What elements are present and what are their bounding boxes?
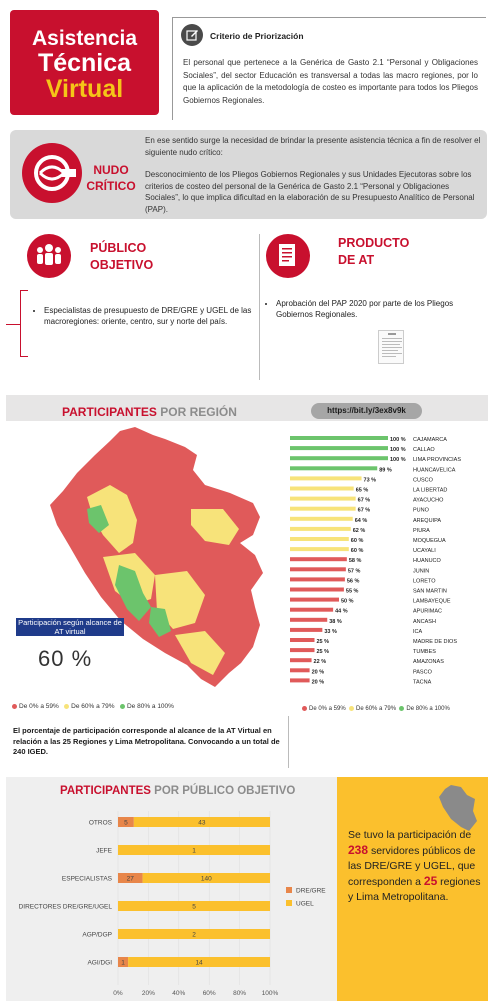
region-value-label: 33 % xyxy=(324,628,337,635)
region-name-label: AYACUCHO xyxy=(413,497,444,504)
criterio-title: Criterio de Priorización xyxy=(210,31,304,41)
region-name-label: LORETO xyxy=(413,578,436,585)
summary-t1: Se tuvo la participación de xyxy=(348,829,472,841)
region-name-label: JUNIN xyxy=(413,568,430,575)
region-bar xyxy=(290,547,349,551)
nudo-body: Desconocimiento de los Pliegos Gobiernos Regionales y sus Unidades Ejecutoras sobre los criterios de costeo del personal de la Genérica de Gasto 2.1 “Personal y Obligaciones Sociales”, lo que implica dificultad en la elaboración de su Presupuesto Analítico de Personal (PAP). xyxy=(145,170,475,214)
title-line-3: Virtual xyxy=(45,75,124,103)
region-value-label: 89 % xyxy=(379,467,392,474)
region-note: El porcentaje de participación corresponde al alcance de la AT Virtual en relación a las 25 Regiones y Lima Metropolitana. Convocando a un total de 240 IGED. xyxy=(13,726,280,756)
summary-t3: regiones y Lima Metropolitana. xyxy=(348,876,481,903)
nudo-label: NUDO CRÍTICO xyxy=(86,163,136,193)
region-value-label: 38 % xyxy=(329,618,342,625)
region-name-label: CALLAO xyxy=(413,447,435,454)
region-value-label: 55 % xyxy=(345,588,359,595)
note-divider xyxy=(288,716,289,768)
x-tick-label: 80% xyxy=(233,990,247,997)
summary-t2: servidores públicos de las DRE/GRE y UGEL, que corresponden a xyxy=(348,845,476,888)
region-name-label: MADRE DE DIOS xyxy=(413,639,458,645)
region-value-label: 62 % xyxy=(352,527,366,534)
region-value-label: 56 % xyxy=(346,578,360,585)
region-name-label: UCAYALI xyxy=(413,548,436,555)
ugel-value-label: 43 xyxy=(198,819,206,827)
title-banner xyxy=(10,10,159,115)
ugel-value-label: 140 xyxy=(200,875,212,883)
region-bar xyxy=(290,567,346,571)
producto-item: • Aprobación del PAP 2020 por parte de los Pliegos Gobiernos Regionales. xyxy=(276,298,488,320)
region-name-label: TUMBES xyxy=(413,649,436,656)
dre-value-label: 5 xyxy=(124,819,128,827)
category-label: AGI/DGI xyxy=(87,959,112,967)
publico-label-l1: PÚBLICO xyxy=(90,241,147,255)
region-bar xyxy=(290,497,356,501)
summary-n1: 238 xyxy=(348,843,369,857)
region-value-label: 100 % xyxy=(390,457,406,464)
legend-label: UGEL xyxy=(296,900,314,908)
x-tick-label: 100% xyxy=(261,990,279,997)
region-bar xyxy=(290,507,356,511)
bar-legend-mid: De 60% a 79% xyxy=(349,706,396,712)
nudo-intro: En ese sentido surge la necesidad de brindar la presente asistencia técnica a fin de resolver el siguiente nudo crítico: xyxy=(145,136,481,157)
legend-high: De 80% a 100% xyxy=(120,703,174,710)
document-icon xyxy=(266,234,310,278)
region-bar xyxy=(290,527,351,531)
region-bar xyxy=(290,456,388,460)
summary-n2: 25 xyxy=(423,874,438,888)
region-value-label: 67 % xyxy=(357,497,371,504)
region-bar xyxy=(290,658,312,662)
region-bar xyxy=(290,668,310,672)
title-line-1: Asistencia xyxy=(31,27,138,50)
region-name-label: SAN MARTIN xyxy=(413,588,447,595)
producto-label-l2: DE AT xyxy=(338,253,375,267)
category-label: JEFE xyxy=(96,847,112,855)
region-name-label: CAJAMARCA xyxy=(413,437,447,443)
region-value-label: 73 % xyxy=(363,477,377,484)
participation-value: 60 % xyxy=(38,646,93,671)
people-icon xyxy=(27,234,71,278)
region-value-label: 100 % xyxy=(390,447,406,454)
category-label: AGP/DGP xyxy=(82,931,112,939)
x-tick-label: 20% xyxy=(141,990,155,997)
legend-swatch xyxy=(286,887,292,893)
publico-chart-title xyxy=(60,785,295,797)
region-bar xyxy=(290,588,344,592)
producto-label-l1: PRODUCTO xyxy=(338,236,410,250)
region-value-label: 60 % xyxy=(350,538,364,544)
category-label: DIRECTORES DRE/GRE/UGEL xyxy=(18,903,112,911)
region-value-label: 60 % xyxy=(350,548,364,555)
region-name-label: PUNO xyxy=(413,507,429,514)
producto-label xyxy=(338,235,409,269)
region-value-label: 50 % xyxy=(341,598,354,605)
region-value-label: 100 % xyxy=(390,437,406,443)
region-value-label: 25 % xyxy=(316,639,330,645)
region-value-label: 20 % xyxy=(311,669,325,676)
x-tick-label: 60% xyxy=(202,990,216,997)
criterio-body: El personal que pertenece a la Genérica de Gasto 2.1 “Personal y Obligaciones Sociales”, del sector Educación es transversal a todas las macro regiones, por lo que la aplicación de la metodología de costeo es importante para todos los Pliegos Gobiernos Regionales. xyxy=(183,58,478,105)
region-name-label: MOQUEGUA xyxy=(413,538,446,544)
region-name-label: TACNA xyxy=(413,679,432,686)
region-bar-chart xyxy=(288,434,478,699)
region-bar xyxy=(290,557,347,561)
edit-icon xyxy=(181,24,203,46)
producto-list xyxy=(266,298,488,320)
publico-bar-chart xyxy=(8,805,338,1000)
region-name-label: AREQUIPA xyxy=(413,517,442,524)
publico-title-gray: POR PÚBLICO OBJETIVO xyxy=(150,785,296,797)
bar-legend-low: De 0% a 59% xyxy=(302,706,346,712)
region-bar xyxy=(290,476,362,480)
participation-label: Participación según alcance de AT virtual xyxy=(16,618,124,636)
legend-label: DRE/GRE xyxy=(296,887,326,895)
region-bar xyxy=(290,517,353,521)
region-name-label: LIMA PROVINCIAS xyxy=(413,457,461,464)
region-name-label: ICA xyxy=(413,628,423,635)
legend-low: De 0% a 59% xyxy=(12,703,59,710)
region-value-label: 44 % xyxy=(335,608,348,615)
region-value-label: 22 % xyxy=(313,659,327,666)
ugel-value-label: 2 xyxy=(192,931,196,939)
bar-legend xyxy=(302,706,450,712)
dre-value-label: 27 xyxy=(126,875,134,883)
publico-label-l2: OBJETIVO xyxy=(90,258,154,272)
region-value-label: 25 % xyxy=(316,649,330,656)
region-bar xyxy=(290,446,388,450)
region-value-label: 67 % xyxy=(357,507,371,514)
region-title-gray: POR REGIÓN xyxy=(156,405,237,419)
knot-icon xyxy=(22,143,82,203)
category-label: OTROS xyxy=(88,819,112,827)
region-name-label: LAMBAYEQUE xyxy=(413,598,451,605)
publico-label xyxy=(90,240,153,274)
publico-title-red: PARTICIPANTES xyxy=(60,785,151,797)
region-bar xyxy=(290,487,354,491)
legend-mid: De 60% a 79% xyxy=(64,703,114,710)
region-bar xyxy=(290,577,345,581)
region-bar xyxy=(290,466,377,470)
region-bar xyxy=(290,678,310,682)
region-name-label: APURIMAC xyxy=(413,608,443,615)
region-bar xyxy=(290,537,349,541)
divider xyxy=(259,234,260,380)
ugel-value-label: 5 xyxy=(192,903,196,911)
region-name-label: CUSCO xyxy=(413,477,433,484)
x-tick-label: 40% xyxy=(172,990,186,997)
region-value-label: 65 % xyxy=(355,487,369,494)
region-bar xyxy=(290,628,322,632)
region-bar xyxy=(290,436,388,440)
ugel-value-label: 1 xyxy=(192,847,196,855)
region-bar xyxy=(290,638,315,642)
publico-list xyxy=(34,305,256,327)
bracket xyxy=(20,290,28,357)
region-value-label: 20 % xyxy=(311,679,325,686)
dre-value-label: 1 xyxy=(121,959,125,967)
summary-text xyxy=(348,828,481,905)
link-pill[interactable]: https://bit.ly/3ex8v9k xyxy=(311,403,422,419)
region-name-label: HUANUCO xyxy=(413,558,441,565)
region-value-label: 58 % xyxy=(348,558,362,565)
region-value-label: 57 % xyxy=(347,568,361,575)
region-value-label: 64 % xyxy=(354,517,368,524)
region-bar xyxy=(290,608,333,612)
region-name-label: AMAZONAS xyxy=(413,659,444,666)
region-name-label: LA LIBERTAD xyxy=(413,487,448,494)
region-title-red: PARTICIPANTES xyxy=(62,405,157,419)
region-name-label: HUANCAVELICA xyxy=(413,467,456,474)
region-name-label: PIURA xyxy=(413,527,430,534)
map-legend xyxy=(12,703,174,710)
legend-swatch xyxy=(286,900,292,906)
region-bar xyxy=(290,598,339,602)
document-thumbnail xyxy=(378,330,404,364)
nudo-text xyxy=(145,135,481,215)
region-title xyxy=(62,405,237,419)
region-name-label: PASCO xyxy=(413,669,432,676)
region-name-label: ANCASH xyxy=(413,618,436,625)
region-bar xyxy=(290,618,327,622)
bar-legend-high: De 80% a 100% xyxy=(399,706,449,712)
x-tick-label: 0% xyxy=(113,990,123,997)
title-line-2: Técnica xyxy=(37,49,132,77)
publico-item: • Especialistas de presupuesto de DRE/GRE y UGEL de las macroregiones: oriente, centro, sur y norte del país. xyxy=(44,305,256,327)
category-label: ESPECIALISTAS xyxy=(61,875,112,883)
region-bar xyxy=(290,648,315,652)
ugel-value-label: 14 xyxy=(195,959,203,967)
bracket-tick xyxy=(6,324,20,325)
